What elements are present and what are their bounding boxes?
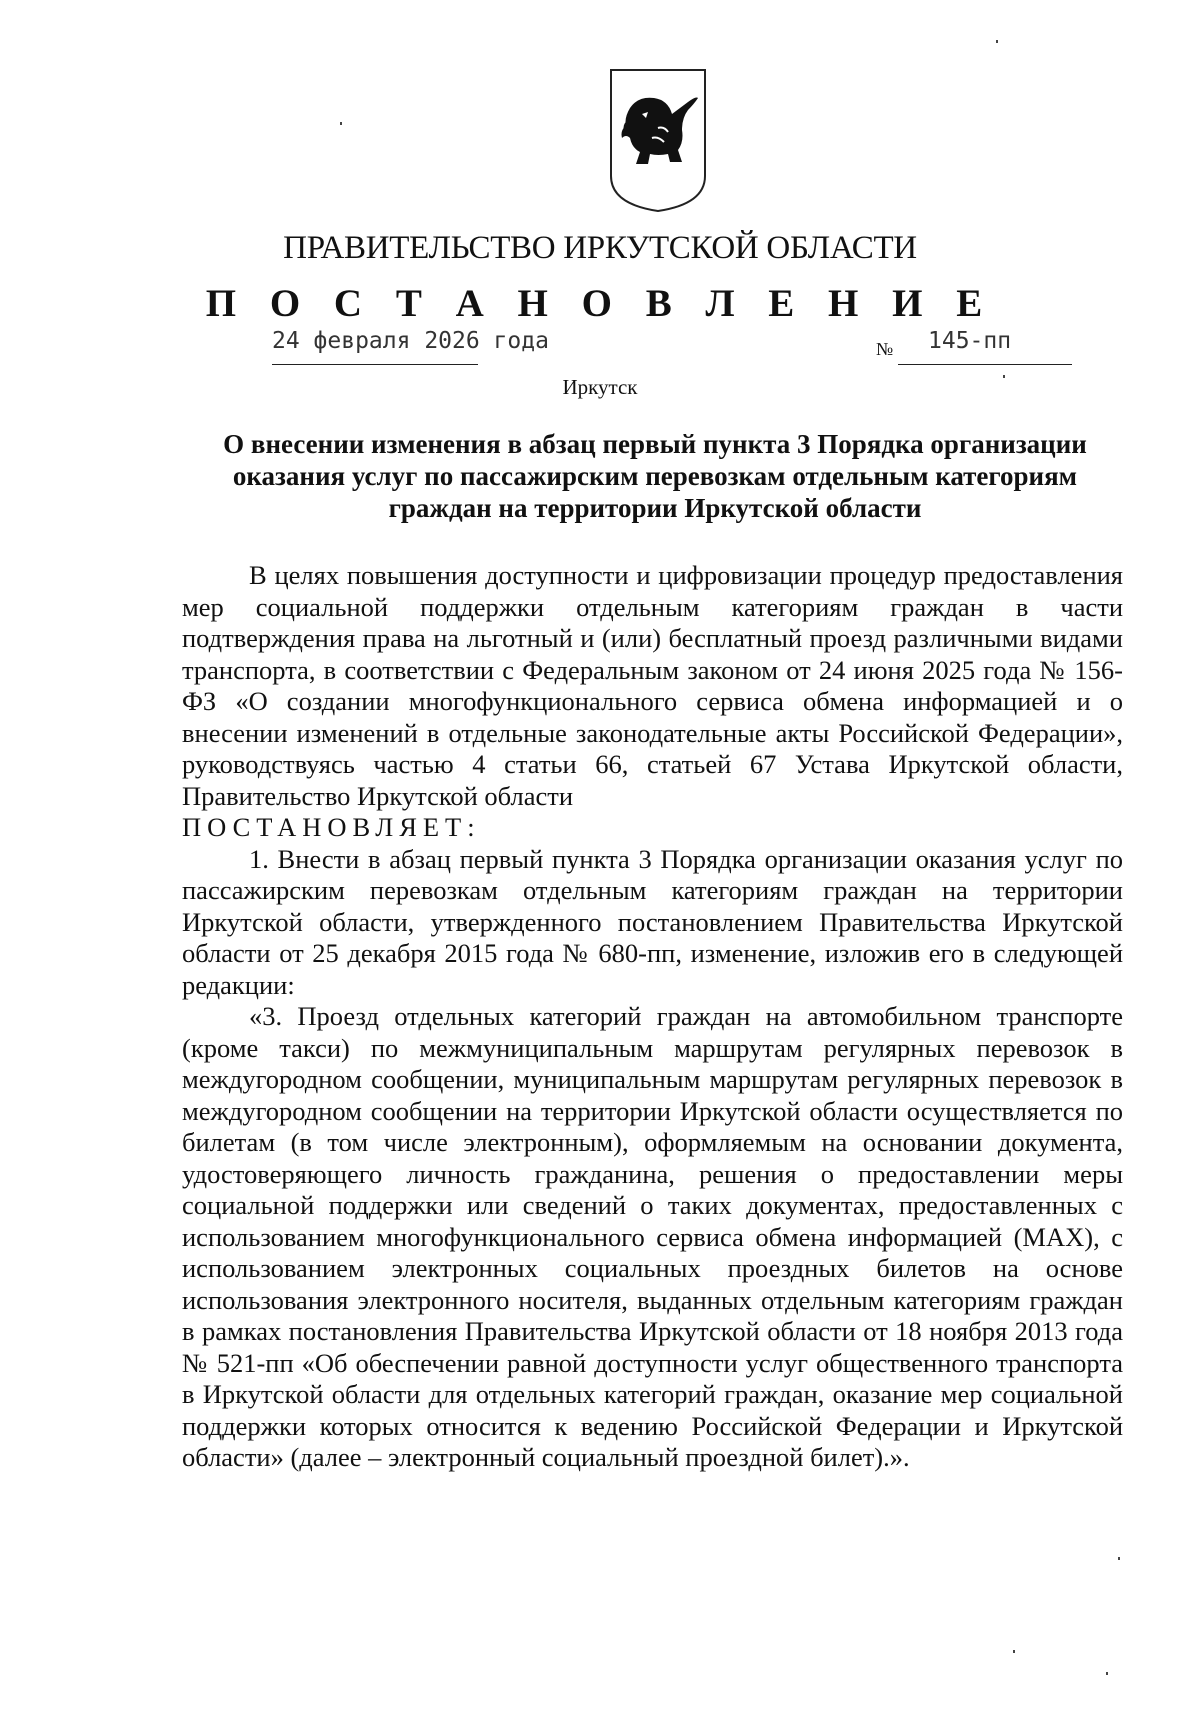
number-underline <box>898 364 1072 365</box>
number-sign: № <box>876 339 894 359</box>
quoted-amendment: «3. Проезд отдельных категорий граждан на автомобильном транспорте (кроме такси) по межмуниципальным маршрутам регулярных перевозок в междугородном сообщении, муниципальным маршрутам регулярных перевозок в междугородном сообщении на территории Иркутской области осуществляется по билетам (в том числе электронным), оформляемым на основании документа, удостоверяющего личность гражданина, решения о предоставлении меры социальной поддержки или сведений о таких документах, предоставленных с использованием многофункционального сервиса обмена информацией (MAX), с использованием электронных социальных проездных билетов на основе использования электронного носителя, выданных отдельным категориям граждан в рамках постановления Правительства Иркутской области от 18 ноября 2013 года № 521-пп «Об обеспечении равной доступности услуг общественного транспорта в Иркутской области для отдельных категорий граждан, оказание мер социальной поддержки которых относится к ведению Российской Федерации и Иркутской области» (далее – электронный социальный проездной билет).». <box>182 1001 1123 1472</box>
scan-speck <box>1118 1557 1120 1560</box>
item-1-paragraph: 1. Внести в абзац первый пункта 3 Порядка организации оказания услуг по пассажирским перевозкам отдельным категориям граждан на территории Иркутской области, утвержденного постановлением Правительства Иркутской области от 25 декабря 2015 года № 680-пп, изменение, изложив его в следующей редакции: <box>182 843 1123 1000</box>
scan-speck <box>996 40 998 43</box>
document-date: 24 февраля 2026 года <box>272 328 549 354</box>
government-name: ПРАВИТЕЛЬСТВО ИРКУТСКОЙ ОБЛАСТИ <box>283 230 917 266</box>
document-number: 145-пп <box>928 328 1012 354</box>
preamble-paragraph: В целях повышения доступности и цифровизации процедур предоставления мер социальной поддержки отдельным категориям граждан в части подтверждения права на льготный и (или) бесплатный проезд различными видами транспорта, в соответствии с Федеральным законом от 24 июня 2025 года № 156-ФЗ «О создании многофункционального сервиса обмена информацией и о внесении изменений в отдельные законодательные акты Российской Федерации», руководствуясь частью 4 статьи 66, статьей 67 Устава Иркутской области, Правительство Иркутской области <box>182 560 1123 811</box>
city: Иркутск <box>562 375 638 399</box>
document-title: О внесении изменения в абзац первый пункта 3 Порядка организации оказания услуг по пассажирским перевозкам отдельным категориям граждан на территории Иркутской области <box>223 429 1087 523</box>
decree-word: ПОСТАНОВЛЯЕТ: <box>182 812 481 842</box>
document-body <box>182 560 1123 1474</box>
coat-of-arms-icon <box>608 68 708 214</box>
scan-speck <box>1013 1650 1015 1653</box>
scan-speck <box>340 122 342 125</box>
scan-speck <box>1003 375 1005 378</box>
scan-speck <box>1106 1672 1108 1675</box>
date-underline <box>272 364 478 365</box>
document-kind: П О С Т А Н О В Л Е Н И Е <box>205 282 995 325</box>
